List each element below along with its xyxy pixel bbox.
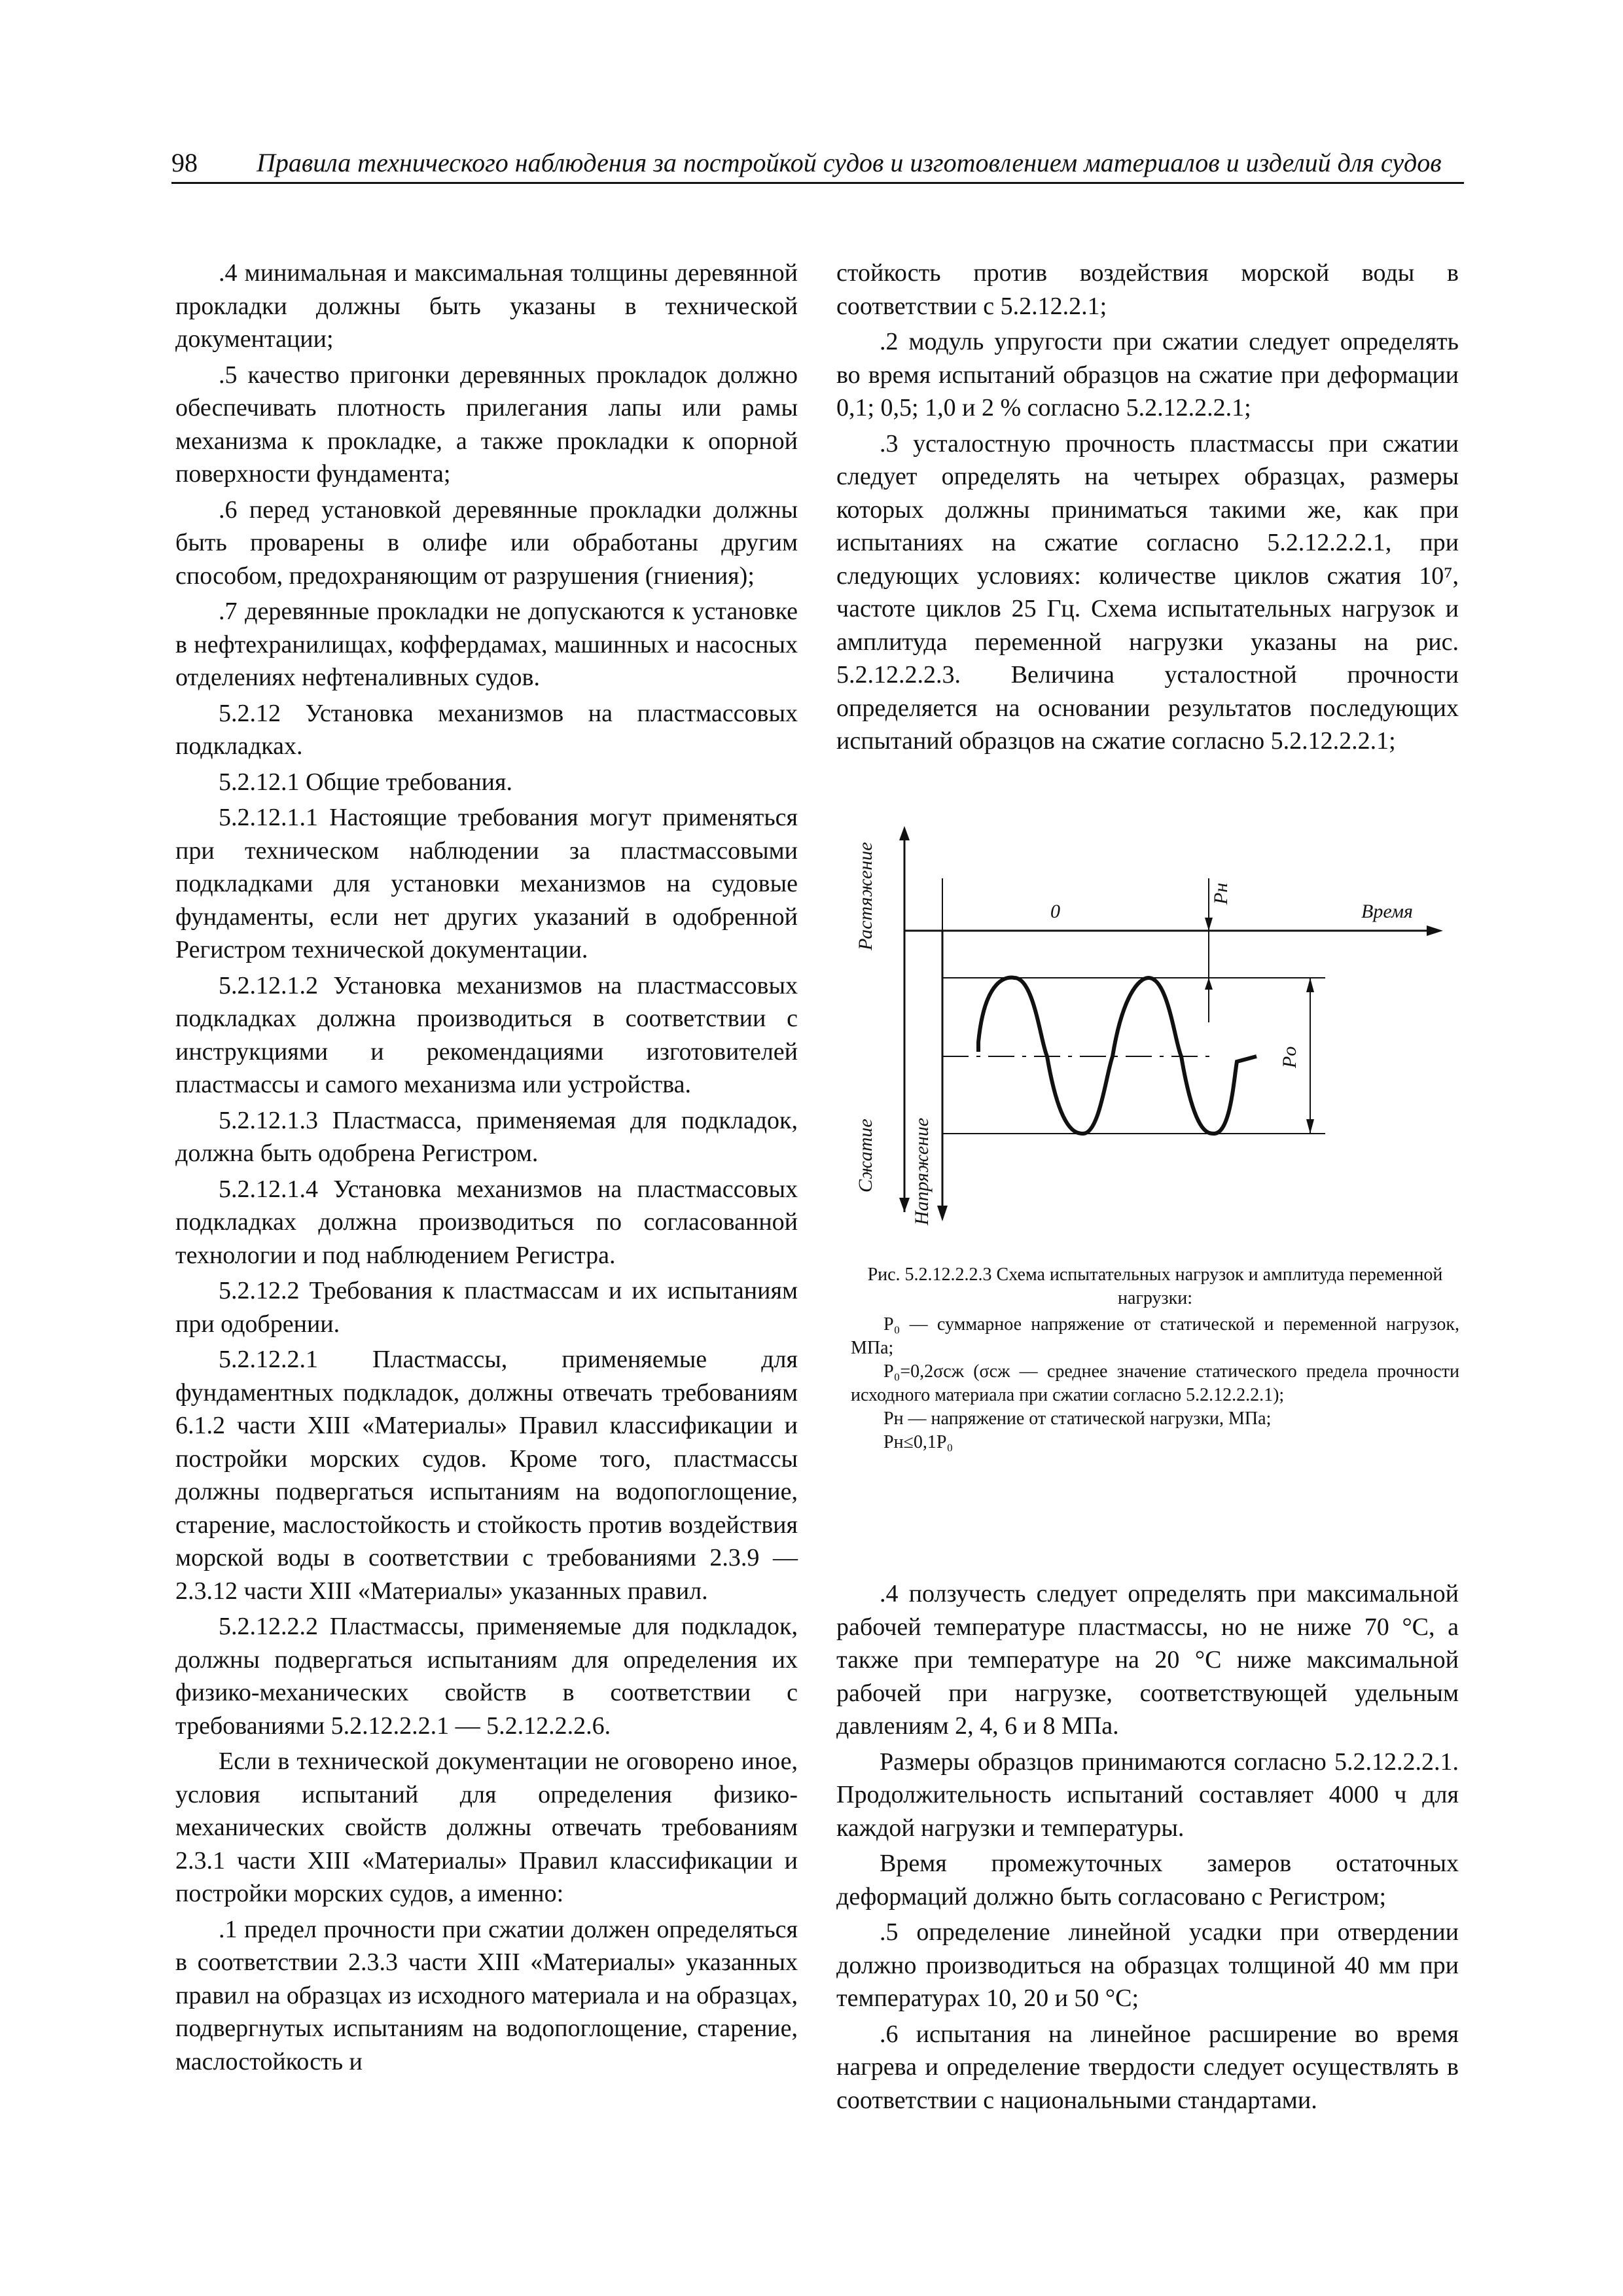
subsection-heading: 5.2.12.2 Требования к пластмассам и их испытаниям при одобрении.	[175, 1277, 798, 1338]
arrow-right-icon	[1427, 925, 1443, 936]
paragraph: .4 ползучесть следует определять при максимальной рабочей температуре пластмассы, но не ниже 70 °С, а также при температуре на 20 °С ниже максимальной рабочей при нагрузке, соответствующей удельным давлениям 2, 4, 6 и 8 МПа.	[836, 1580, 1459, 1740]
load-scheme-diagram	[844, 826, 1456, 1238]
paragraph: стойкость против воздействия морской воды в соответствии с 5.2.12.2.1;	[836, 259, 1459, 320]
left-column	[175, 257, 798, 2081]
paragraph: Время промежуточных замеров остаточных деформаций должно быть согласовано с Регистром;	[836, 1850, 1459, 1910]
paragraph: 5.2.12.2.2 Пластмассы, применяемые для подкладок, должны подвергаться испытаниям для определения их физико-механических свойств в соответствии с требованиями 5.2.12.2.2.1 — 5.2.12.2.2.6.	[175, 1613, 798, 1740]
label-compression: Сжатие	[855, 1119, 876, 1193]
caption-line: P₀=0,2σсж (σсж — среднее значение статического предела прочности исходного материала при сжатии согласно 5.2.12.2.2.1);	[851, 1361, 1459, 1405]
caption-line: P₀ — суммарное напряжение от статической и переменной нагрузок, МПа;	[851, 1314, 1459, 1358]
paragraph: .7 деревянные прокладки не допускаются к установке в нефтехранилищах, коффердамах, машинных и насосных отделениях нефтеналивных судов.	[175, 598, 798, 691]
paragraph: 5.2.12.1.2 Установка механизмов на пластмассовых подкладках должна производиться в соответствии с инструкциями и рекомендациями изготовителей пластмассы и самого механизма или устройства.	[175, 971, 798, 1098]
right-column-bottom	[836, 1577, 1459, 2119]
paragraph: .5 определение линейной усадки при отвердении должно производиться на образцах толщиной 40 мм при температурах 10, 20 и 50 °С;	[836, 1918, 1459, 2012]
running-title: Правила технического наблюдения за постройкой судов и изготовлением материалов и изделий для судов	[257, 148, 1442, 177]
paragraph: 5.2.12.1.4 Установка механизмов на пластмассовых подкладках должна производиться по согласованной технологии и под наблюдением Регистра.	[175, 1175, 798, 1269]
label-tension: Растяжение	[855, 842, 876, 950]
label-po: Po	[1279, 1046, 1300, 1068]
caption-line: Pн — напряжение от статической нагрузки, МПа;	[883, 1408, 1272, 1429]
figure-caption	[851, 1263, 1459, 1454]
subsection-heading: 5.2.12.1 Общие требования.	[219, 768, 512, 796]
caption-line: Pн≤0,1P₀	[883, 1432, 954, 1452]
paragraph: .5 качество пригонки деревянных прокладок должно обеспечивать плотность прилегания лапы или рамы механизма к прокладке, а также прокладки к опорной поверхности фундамента;	[175, 361, 798, 488]
paragraph: Размеры образцов принимаются согласно 5.2.12.2.2.1. Продолжительность испытаний составляет 4000 ч для каждой нагрузки и температуры.	[836, 1748, 1459, 1842]
paragraph: .1 предел прочности при сжатии должен определяться в соответствии 2.3.3 части XIII «Материалы» указанных правил на образцах из исходного материала и на образцах, подвергнутых испытаниям на водопоглощение, старение, маслостойкость и	[175, 1915, 798, 2075]
paragraph: 5.2.12.1.1 Настоящие требования могут применяться при техническом наблюдении за пластмассовыми подкладками для установки механизмов на судовые фундаменты, если нет других указаний в одобренной Регистром технической документации.	[175, 804, 798, 963]
paragraph: .4 минимальная и максимальная толщины деревянной прокладки должны быть указаны в технической документации;	[175, 259, 798, 353]
label-time: Время	[1361, 901, 1413, 922]
label-stress: Напряжение	[911, 1117, 933, 1225]
paragraph: 5.2.12.2.1 Пластмассы, применяемые для фундаментных подкладок, должны отвечать требованиям 6.1.2 части XIII «Материалы» Правил классификации и постройки морских судов. Кроме того, пластмассы должны подвергаться испытаниям на водопоглощение, старение, маслостойкость и стойкость против воздействия морской воды в соответствии с требованиями 2.3.9 — 2.3.12 части XIII «Материалы» указанных правил.	[175, 1346, 798, 1605]
section-heading: 5.2.12 Установка механизмов на пластмассовых подкладках.	[175, 699, 798, 760]
label-zero: 0	[1050, 901, 1060, 922]
page-header	[171, 144, 1464, 184]
load-scheme-figure	[844, 826, 1456, 1238]
caption-title: Рис. 5.2.12.2.2.3 Схема испытательных нагрузок и амплитуда переменной нагрузки:	[867, 1265, 1443, 1308]
paragraph: .3 усталостную прочность пластмассы при сжатии следует определять на четырех образцах, размеры которых должны приниматься такими же, как при испытаниях на сжатие согласно 5.2.12.2.2.1, при следующих условиях: количестве циклов сжатия 10⁷, частоте циклов 25 Гц. Схема испытательных нагрузок и амплитуда переменной нагрузки указаны на рис. 5.2.12.2.2.3. Величина усталостной прочности определяется на основании результатов последующих испытаний образцов на сжатие согласно 5.2.12.2.2.1;	[836, 429, 1459, 755]
paragraph: .2 модуль упругости при сжатии следует определять во время испытаний образцов на сжатие при деформации 0,1; 0,5; 1,0 и 2 % согласно 5.2.12.2.2.1;	[836, 328, 1459, 422]
arrow-down-icon	[899, 1198, 910, 1212]
paragraph: 5.2.12.1.3 Пластмасса, применяемая для подкладок, должна быть одобрена Регистром.	[175, 1106, 798, 1167]
label-pn: Pн	[1210, 882, 1232, 905]
paragraph: .6 испытания на линейное расширение во время нагрева и определение твердости следует осуществлять в соответствии с национальными стандартами.	[836, 2020, 1459, 2114]
arrow-up-icon	[899, 826, 910, 840]
paragraph: Если в технической документации не оговорено иное, условия испытаний для определения физико-механических свойств должны отвечать требованиям 2.3.1 части XIII «Материалы» Правил классификации и постройки морских судов, а именно:	[175, 1748, 798, 1907]
paragraph: .6 перед установкой деревянные прокладки должны быть проварены в олифе или обработаны другим способом, предохраняющим от разрушения (гниения);	[175, 495, 798, 590]
load-sine-wave	[978, 978, 1257, 1134]
right-column	[836, 257, 1459, 761]
page-number: 98	[171, 148, 198, 177]
